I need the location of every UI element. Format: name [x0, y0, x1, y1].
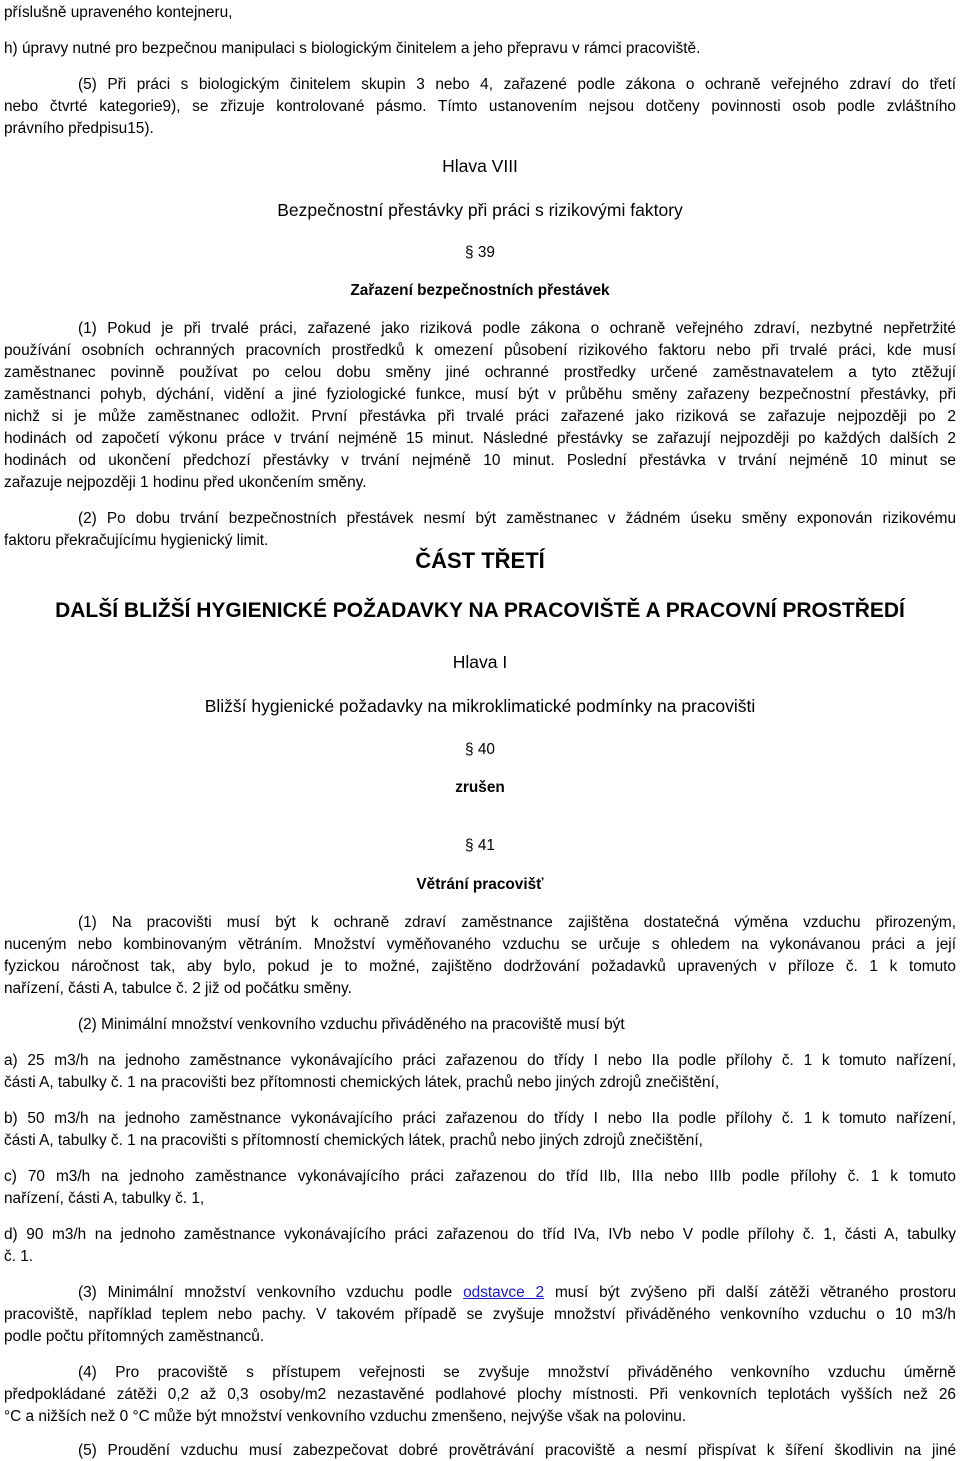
section-number: § 39 [465, 244, 495, 261]
paragraph-line: nařízení, části A, tabulce č. 2 již od počátku směny. [4, 980, 352, 997]
list-item-line: nařízení, části A, tabulky č. 1, [4, 1190, 205, 1207]
part-heading: ČÁST TŘETÍ [415, 548, 545, 573]
paragraph-text: (3) Minimální množství venkovního vzduchu podle [78, 1284, 453, 1301]
section-title: Větrání pracovišť [416, 876, 544, 893]
paragraph-line: podle počtu přítomných zaměstnanců. [4, 1328, 265, 1345]
paragraph-line: fyzickou náročnost tak, aby bylo, pokud je to možné, zajištěno dodržování požadavků upravených v příloze č. 1 k tomuto [4, 958, 956, 975]
paragraph-line: (2) Po dobu trvání bezpečnostních přestávek nesmí být zaměstnanec v žádném úseku směny exponován rizikovému [78, 510, 956, 527]
paragraph-line: nichž si je může zaměstnanec odložit. První přestávka při trvalé práci zařazené jako riziková se zařazuje nejpozději po 2 [4, 408, 956, 425]
chapter-heading: Hlava I [452, 652, 508, 672]
paragraph-line: (4) Pro pracoviště s přístupem veřejnosti se zvyšuje množství přiváděného venkovního vzduchu úměrně [78, 1364, 956, 1381]
paragraph-line: °C a nižších než 0 °C může být množství venkovního vzduchu zmenšeno, nejvýše však na polovinu. [4, 1408, 687, 1425]
section-title: Zařazení bezpečnostních přestávek [350, 282, 610, 299]
paragraph-5-line: právního předpisu15). [4, 120, 154, 137]
paragraph-line: (2) Minimální množství venkovního vzduchu přiváděného na pracoviště musí být [78, 1016, 625, 1033]
list-item-line: a) 25 m3/h na jednoho zaměstnance vykonávajícího práci zařazenou do třídy I nebo IIa podle přílohy č. 1 k tomuto nařízení, [4, 1052, 956, 1069]
paragraph-line: pracoviště, například teplem nebo pachy. V takovém případě se zvyšuje množství přiváděného venkovního vzduchu o 10 m3/h [4, 1306, 956, 1323]
paragraph-5-line: (5) Při práci s biologickým činitelem skupin 3 nebo 4, zařazené podle zákona o ochraně veřejného zdraví do třetí [78, 76, 956, 93]
paragraph-line: (5) Proudění vzduchu musí zabezpečovat dobré provětrávání pracoviště a nesmí přispívat k šíření škodlivin na jiné [78, 1442, 956, 1459]
paragraph-text: musí být zvýšeno při další zátěži větraného prostoru [554, 1284, 956, 1301]
paragraph-line: používání osobních ochranných pracovních prostředků k omezení působení rizikového faktoru nebo při trvalé práci, kde musí [4, 342, 956, 359]
section-status: zrušen [455, 779, 505, 796]
text-line: h) úpravy nutné pro bezpečnou manipulaci s biologickým činitelem a jeho přepravu v rámci pracoviště. [4, 40, 701, 57]
paragraph-line: předpokládané zátěži 0,2 až 0,3 osoby/m2 nezastavěné podlahové plochy místnosti. Při venkovních teplotách vyšších než 26 [4, 1386, 956, 1403]
list-item-line: části A, tabulky č. 1 na pracovišti bez přítomnosti chemických látek, prachů nebo jiných zdrojů znečištění, [4, 1074, 720, 1091]
paragraph-line: zaměstnanec povinně používat po celou dobu směny jiné ochranné prostředky určené zaměstnavatelem a tyto ztěžují [4, 364, 956, 381]
section-number: § 40 [465, 741, 495, 758]
list-item-line: c) 70 m3/h na jednoho zaměstnance vykonávajícího práci zařazenou do tříd IIb, IIIa nebo IIIb podle přílohy č. 1 k tomuto [4, 1168, 956, 1185]
list-item-line: části A, tabulky č. 1 na pracovišti s přítomností chemických látek, prachů nebo jiných zdrojů znečištění, [4, 1132, 703, 1149]
paragraph-line: (1) Na pracovišti musí být k ochraně zdraví zaměstnance zajištěna dostatečná výměna vzduchu přirozeným, [78, 914, 956, 931]
list-item-line: d) 90 m3/h na jednoho zaměstnance vykonávajícího práci zařazenou do tříd IVa, IVb nebo V podle přílohy č. 1, části A, tabulky [4, 1226, 956, 1243]
chapter-heading: Hlava VIII [442, 156, 518, 176]
paragraph-line: nuceným nebo kombinovaným větráním. Množství vyměňovaného vzduchu se určuje s ohledem na vykonávanou práci a její [4, 936, 956, 953]
paragraph-line: faktoru překračujícímu hygienický limit. [4, 532, 269, 549]
paragraph-line [78, 1282, 956, 1303]
text-line: příslušně upraveného kontejneru, [4, 4, 233, 21]
list-item-line: č. 1. [4, 1248, 34, 1265]
chapter-title: Bližší hygienické požadavky na mikroklimatické podmínky na pracovišti [204, 696, 756, 716]
list-item-line: b) 50 m3/h na jednoho zaměstnance vykonávajícího práci zařazenou do třídy I nebo IIa podle přílohy č. 1 k tomuto nařízení, [4, 1110, 956, 1127]
paragraph-line: hodinách od ukončení předchozí přestávky v trvání nejméně 10 minut. Poslední přestávka v trvání nejméně 10 minut se [4, 452, 956, 469]
odstavce-2-link[interactable]: odstavce 2 [463, 1284, 545, 1301]
paragraph-5-line: nebo čtvrté kategorie9), se zřizuje kontrolované pásmo. Tímto ustanovením nejsou dotčeny povinnosti osob podle zvláštního [4, 98, 956, 115]
paragraph-line: hodinách od započetí výkonu práce v trvání nejméně 15 minut. Následné přestávky se zařazují nejpozději po každých dalších 2 [4, 430, 956, 447]
section-number: § 41 [465, 837, 495, 854]
paragraph-line: zaměstnanci pohyb, dýchání, vidění a jiné fyziologické funkce, musí být v průběhu směny zařazeny bezpečnostní přestávky, při [4, 386, 956, 403]
paragraph-line: zařazuje nejpozději 1 hodinu před ukončením směny. [4, 474, 367, 491]
part-title: DALŠÍ BLIŽŠÍ HYGIENICKÉ POŽADAVKY NA PRACOVIŠTĚ A PRACOVNÍ PROSTŘEDÍ [55, 599, 905, 622]
paragraph-line: (1) Pokud je při trvalé práci, zařazené jako riziková podle zákona o ochraně veřejného zdraví, nezbytné nepřetržité [78, 320, 956, 337]
chapter-title: Bezpečnostní přestávky při práci s rizikovými faktory [277, 200, 683, 220]
